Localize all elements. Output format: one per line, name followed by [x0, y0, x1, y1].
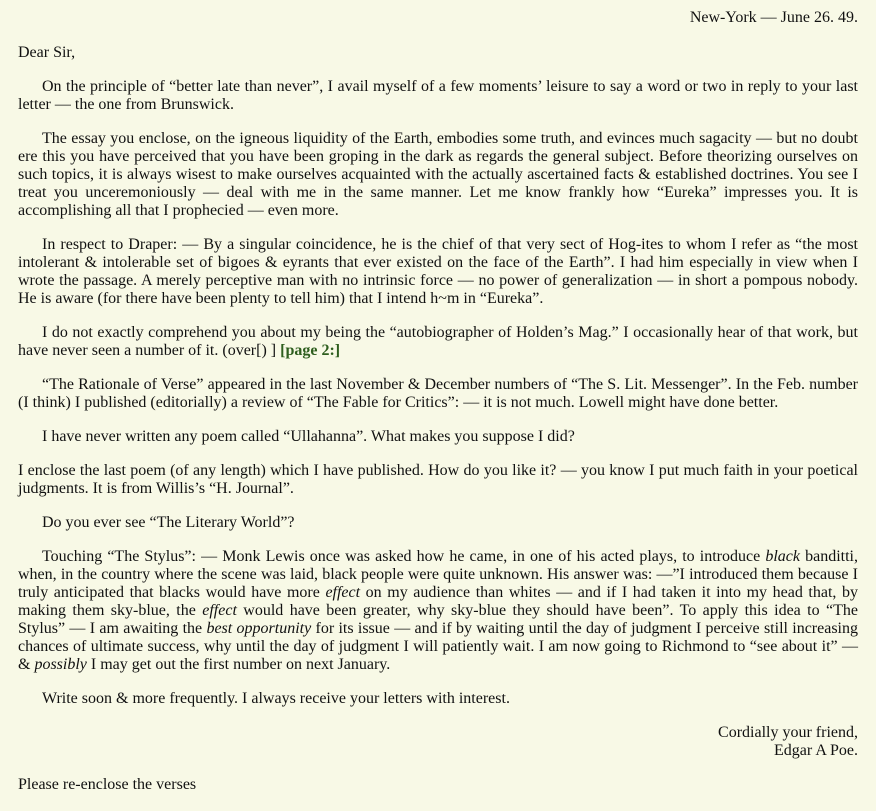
signature: Edgar A Poe.: [774, 742, 858, 759]
page-marker: [page 2:]: [280, 342, 341, 359]
paragraph-essay: The essay you enclose, on the igneous liquidity of the Earth, embodies some truth, and evinces much sagacity — but no doubt ere this you have perceived that you have been groping in the dark as regards the general subject. Before theorizing ourselves on such topics, it is always wisest to make ourselves acquainted with the actually ascertained facts & established doctrines. You see I treat you unceremoniously — deal with me in the same manner. Let me know frankly how “Eureka” impresses you. It is accomplishing all that I prophecied — even more.: [18, 130, 858, 219]
paragraph-literary-world: Do you ever see “The Literary World”?: [42, 514, 295, 531]
emphasis-possibly: possibly: [34, 656, 87, 673]
paragraph-stylus: [18, 548, 858, 674]
emphasis-best-opportunity: best opportunity: [206, 620, 312, 637]
closing: [18, 724, 858, 760]
closing-line: Cordially your friend,: [718, 724, 858, 741]
paragraph-ullahanna: I have never written any poem called “Ullahanna”. What makes you suppose I did?: [42, 428, 575, 445]
emphasis-effect-2: effect: [202, 602, 237, 619]
paragraph-write-soon: Write soon & more frequently. I always receive your letters with interest.: [42, 690, 510, 707]
stylus-text-4: would have been greater, why sky-blue they should have been”. To apply this idea to “The Stylus” — I am awaiting the: [18, 602, 858, 637]
paragraph-autobiographer: [18, 324, 858, 360]
dateline: New-York — June 26. 49.: [689, 9, 858, 26]
paragraph-better-late: On the principle of “better late than never”, I avail myself of a few moments’ leisure to say a word or two in reply to your last letter — the one from Brunswick.: [18, 78, 858, 113]
paragraph-enclosed-poem: I enclose the last poem (of any length) which I have published. How do you like it? — you know I put much faith in your poetical judgments. It is from Willis’s “H. Journal”.: [18, 462, 858, 497]
stylus-text-2: banditti, when, in the country where the scene was laid, black people were quite unknown. His answer was: —”I introduced them because I truly anticipated that blacks would have more: [18, 548, 858, 601]
stylus-text-3: on my audience than whites — and if I had taken it into my head that, by making them sky-blue, the: [18, 584, 858, 619]
emphasis-effect-1: effect: [325, 584, 361, 601]
paragraph-draper: In respect to Draper: — By a singular coincidence, he is the chief of that very sect of Hog-ites to whom I refer as “the most intolerant & intolerable set of bigoes & eyrants that ever existed on the face of the Earth”. I had him especially in view when I wrote the passage. A merely perceptive man with no intrinsic force — no power of generalization — in short a pompous nobody. He is aware (for there have been plenty to tell him) that I intend h~m in “Eureka”.: [18, 236, 858, 307]
salutation: Dear Sir,: [18, 44, 76, 61]
postscript: Please re-enclose the verses: [18, 776, 197, 793]
paragraph-rationale-of-verse: “The Rationale of Verse” appeared in the last November & December numbers of “The S. Lit. Messenger”. In the Feb. number (I think) I published (editorially) a review of “The Fable for Critics”: — it is not much. Lowell might have done better.: [18, 376, 858, 411]
stylus-text-1: Touching “The Stylus”: — Monk Lewis once was asked how he came, in one of his acted plays, to introduce: [42, 548, 766, 565]
stylus-text-5: for its issue — and if by waiting until the day of judgment I perceive still increasing chances of ultimate success, why until the day of judgment I will patiently wait. I am now going to Richmond to “see about it” — &: [18, 620, 859, 673]
emphasis-black: black: [765, 548, 800, 565]
stylus-text-6: I may get out the first number on next January.: [86, 656, 391, 673]
paragraph-autobiographer-text: I do not exactly comprehend you about my being the “autobiographer of Holden’s Mag.” I occasionally hear of that work, but have never seen a number of it. (over[) ]: [18, 324, 858, 359]
